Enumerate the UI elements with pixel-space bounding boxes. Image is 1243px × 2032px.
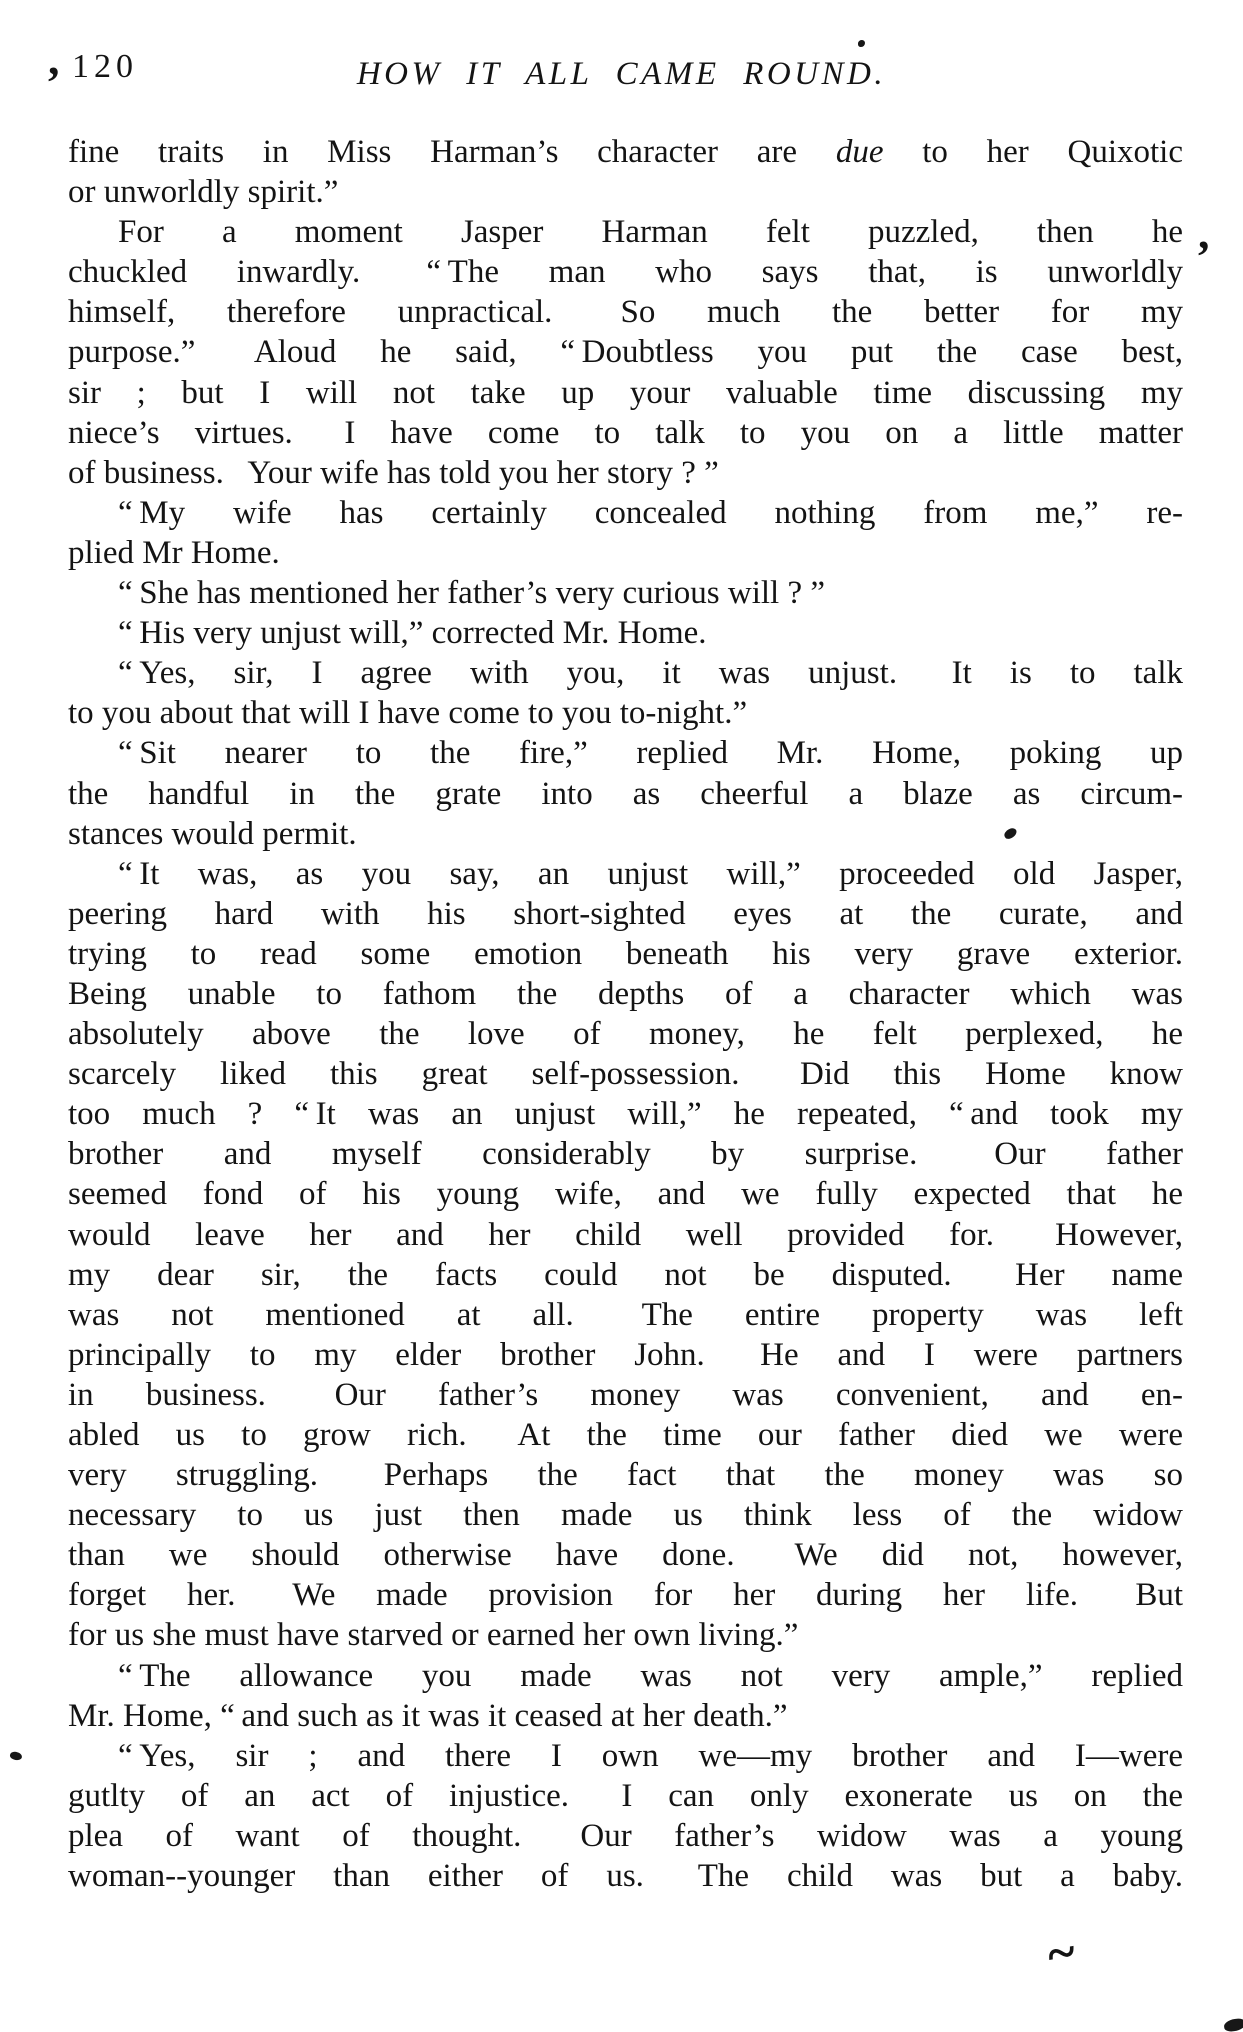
text-segment: to you about that will I have come to you to-night.” [68, 695, 748, 732]
pagenum-comma: , [48, 33, 60, 84]
text-segment: purpose.” Aloud he said, “ Doubtless you put the case best, [68, 334, 1183, 371]
text-segment: niece’s virtues. I have come to talk to you on a little matter [68, 414, 1183, 451]
text-line [68, 332, 1183, 372]
text-line [68, 1014, 1183, 1054]
text-line [68, 1415, 1183, 1455]
text-segment: my dear sir, the facts could not be disputed. Her name [68, 1256, 1183, 1293]
title-accent-dot [858, 40, 865, 47]
text-segment: stances would permit. [68, 815, 357, 852]
text-line [68, 1375, 1183, 1415]
text-segment: sir ; but I will not take up your valuable time discussing my [68, 374, 1183, 411]
text-segment: Being unable to fathom the depths of a character which was [68, 975, 1183, 1012]
text-line [68, 653, 1183, 693]
text-line [68, 1776, 1183, 1816]
text-segment: brother and myself considerably by surprise. Our father [68, 1136, 1183, 1173]
text-line [68, 1816, 1183, 1856]
text-line [68, 613, 1183, 653]
text-segment: “ The allowance you made was not very ample,” replied [118, 1657, 1183, 1694]
text-line [68, 693, 1183, 733]
text-segment: scarcely liked this great self-possession. Did this Home know [68, 1056, 1183, 1093]
text-segment: was not mentioned at all. The entire property was left [68, 1296, 1183, 1333]
text-line [68, 1575, 1183, 1615]
text-segment: or unworldly spirit.” [68, 174, 339, 211]
text-line [68, 132, 1183, 172]
text-segment: plea of want of thought. Our father’s widow was a young [68, 1817, 1183, 1854]
text-segment: gutlty of an act of injustice. I can only exonerate us on the [68, 1777, 1183, 1814]
text-segment: the handful in the grate into as cheerful a blaze as circum- [68, 775, 1183, 812]
text-segment: trying to read some emotion beneath his very grave exterior. [68, 935, 1183, 972]
ink-speck-left [9, 1750, 23, 1762]
text-segment: to her Quixotic [883, 134, 1183, 170]
text-line [68, 453, 1183, 493]
text-segment: necessary to us just then made us think less of the widow [68, 1497, 1183, 1534]
margin-comma: , [1198, 207, 1210, 258]
text-segment: for us she must have starved or earned her own living.” [68, 1617, 799, 1654]
text-line [68, 1455, 1183, 1495]
running-title: HOW IT ALL CAME ROUND. [356, 56, 887, 92]
text-line [68, 1054, 1183, 1094]
text-segment: fine traits in Miss Harman’s character are [68, 134, 836, 170]
corner-blob [1223, 2018, 1243, 2032]
text-line [68, 1535, 1183, 1575]
text-line [68, 1255, 1183, 1295]
text-segment: “ Yes, sir, I agree with you, it was unjust. It is to talk [118, 655, 1183, 692]
text-line [68, 413, 1183, 453]
text-segment: of business. Your wife has told you her story ? ” [68, 454, 719, 491]
text-segment: “ Yes, sir ; and there I own we—my brother and I—were [118, 1737, 1183, 1774]
text-segment: himself, therefore unpractical. So much the better for my [68, 294, 1183, 331]
text-segment: woman--younger than either of us. The child was but a baby. [68, 1858, 1183, 1895]
body-text [68, 132, 1183, 1896]
text-line [68, 292, 1183, 332]
text-line [68, 252, 1183, 292]
text-segment: too much ? “ It was an unjust will,” he repeated, “ and took my [68, 1096, 1183, 1133]
text-segment: in business. Our father’s money was convenient, and en- [68, 1376, 1183, 1413]
text-line [68, 533, 1183, 573]
text-segment: “ My wife has certainly concealed nothing from me,” re- [118, 494, 1183, 531]
text-segment: forget her. We made provision for her during her life. But [68, 1577, 1183, 1614]
text-line [68, 1656, 1183, 1696]
text-segment: “ She has mentioned her father’s very curious will ? ” [118, 575, 826, 612]
text-line [68, 493, 1183, 533]
text-line [68, 172, 1183, 212]
italic-text: due [835, 134, 884, 170]
text-line [68, 1696, 1183, 1736]
text-segment: “ It was, as you say, an unjust will,” proceeded old Jasper, [118, 855, 1183, 892]
text-segment: peering hard with his short-sighted eyes at the curate, and [68, 895, 1183, 932]
text-segment: plied Mr Home. [68, 534, 280, 571]
text-line [68, 573, 1183, 613]
text-segment: “ His very unjust will,” corrected Mr. Home. [118, 615, 707, 652]
text-segment: Mr. Home, “ and such as it was it ceased at her death.” [68, 1697, 788, 1734]
text-line [68, 934, 1183, 974]
text-segment: principally to my elder brother John. He and I were partners [68, 1336, 1183, 1373]
text-line [68, 1295, 1183, 1335]
text-line [68, 1215, 1183, 1255]
text-line [68, 774, 1183, 814]
text-line [68, 854, 1183, 894]
text-line [68, 894, 1183, 934]
text-line [68, 212, 1183, 252]
text-line [68, 1094, 1183, 1134]
text-line [68, 733, 1183, 773]
text-segment: absolutely above the love of money, he felt perplexed, he [68, 1016, 1183, 1053]
page-number: 120 [72, 48, 138, 85]
text-line [68, 1615, 1183, 1655]
text-segment: would leave her and her child well provided for. However, [68, 1216, 1183, 1253]
text-line [68, 974, 1183, 1014]
text-line [68, 1856, 1183, 1896]
text-segment: chuckled inwardly. “ The man who says that, is unworldly [68, 254, 1183, 291]
text-line [68, 1736, 1183, 1776]
text-segment: seemed fond of his young wife, and we fully expected that he [68, 1176, 1183, 1213]
text-line [68, 1174, 1183, 1214]
text-line [68, 1134, 1183, 1174]
text-line [68, 1495, 1183, 1535]
margin-squiggle: ~ [1043, 1923, 1080, 1984]
text-segment: very struggling. Perhaps the fact that the money was so [68, 1457, 1183, 1494]
text-line [68, 373, 1183, 413]
text-segment: abled us to grow rich. At the time our father died we were [68, 1417, 1183, 1453]
text-segment: “ Sit nearer to the fire,” replied Mr. Home, poking up [118, 735, 1183, 772]
text-line [68, 1335, 1183, 1375]
text-segment: than we should otherwise have done. We did not, however, [68, 1537, 1183, 1574]
text-segment: For a moment Jasper Harman felt puzzled, then he [118, 214, 1183, 251]
